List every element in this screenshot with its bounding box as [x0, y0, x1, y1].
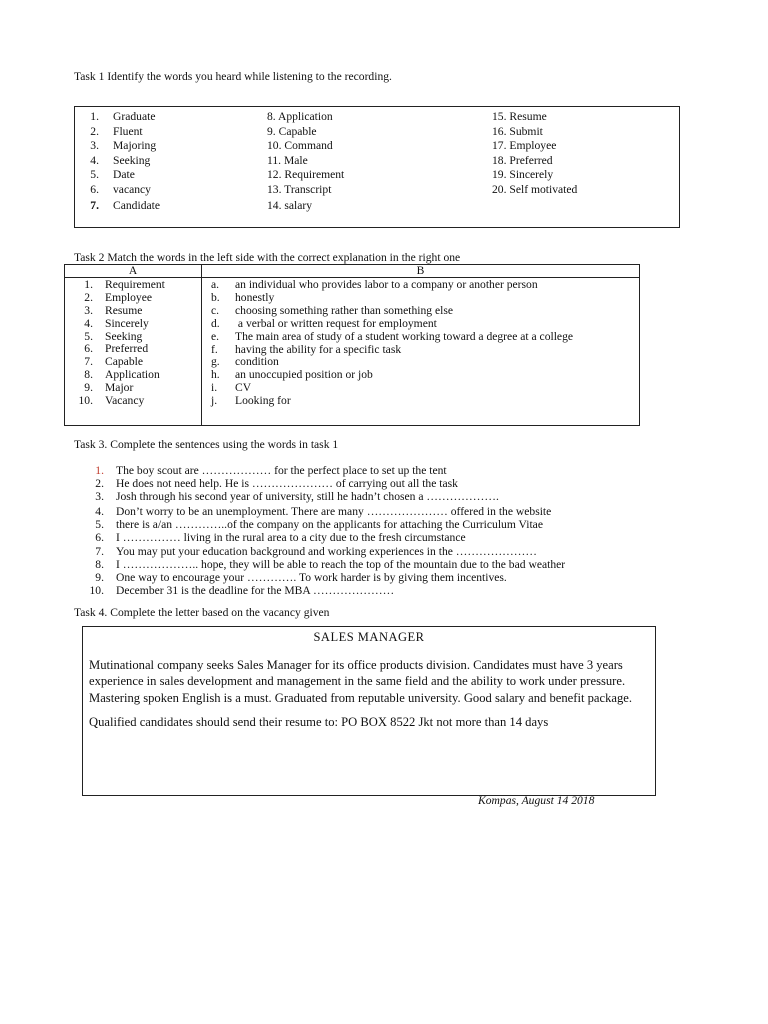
list-item: 5. Seeking: [84, 329, 143, 343]
task2-match-table: [64, 264, 640, 426]
list-item: f. having the ability for a specific task: [211, 342, 402, 356]
list-item: 4. Sincerely: [84, 316, 149, 330]
list-item: 16. Submit: [492, 124, 543, 138]
list-item: 3. Majoring: [90, 139, 157, 153]
list-item: 20. Self motivated: [492, 182, 578, 196]
vacancy-ad-box: [82, 626, 656, 796]
list-item: 8. I ……………….. hope, they will be able to reach the top of the mountain due to the bad weather: [95, 557, 566, 571]
task2-left-column: [65, 279, 201, 408]
task2-right-column: [211, 279, 635, 408]
task1-heading: Task 1 Identify the words you heard while listening to the recording.: [74, 70, 392, 83]
list-item: 7. Capable: [84, 355, 143, 369]
list-item: 8. Application: [84, 368, 160, 382]
list-item: 6. Preferred: [84, 342, 149, 356]
list-item: 19. Sincerely: [492, 168, 554, 182]
list-item: 8. Application: [267, 110, 333, 123]
list-item: 10. Command: [267, 139, 333, 153]
column-b-header: B: [202, 265, 639, 278]
ad-paragraph: Qualified candidates should send their resume to: PO BOX 8522 Jkt not more than 14 days: [89, 714, 549, 729]
list-item: 10. December 31 is the deadline for the MBA …………………: [89, 583, 395, 597]
list-item: 2. He does not need help. He is ………………… of carrying out all the task: [95, 477, 458, 491]
list-item: 1. Requirement: [84, 278, 165, 291]
list-item: b. honestly: [211, 290, 275, 304]
ad-paragraph: Mutinational company seeks Sales Manager for its office products division. Candidates must have 3 years experience in sales development and management in the same field and the ability to work under pressure. Mastering spoken English is a must. Graduated from reputable university. Good salary and benefit package.: [89, 658, 633, 705]
list-item: 6. I …………… living in the rural area to a city due to the fresh circumstance: [95, 531, 466, 545]
ad-source-citation: Kompas, August 14 2018: [478, 794, 595, 807]
task3-sentence-list: [80, 464, 680, 597]
list-item: i. CV: [211, 381, 252, 395]
list-item: 5. there is a/an …………..of the company on the applicants for attaching the Curriculum Vitae: [95, 518, 543, 532]
column-divider: [201, 277, 202, 425]
list-item: e. The main area of study of a student working toward a degree at a college: [211, 329, 574, 343]
list-item: 6. vacancy: [90, 182, 151, 196]
list-item: j. Looking for: [211, 394, 291, 408]
list-item: h. an unoccupied position or job: [211, 368, 373, 382]
list-item: 1. The boy scout are ……………… for the perfect place to set up the tent: [95, 464, 447, 477]
list-item: 2. Fluent: [90, 124, 143, 138]
list-item: 1. Graduate: [90, 110, 156, 123]
list-item: 3. Resume: [84, 303, 143, 317]
list-item: 12. Requirement: [267, 168, 345, 182]
ad-title: SALES MANAGER: [313, 630, 425, 644]
list-item: 4. Seeking: [90, 153, 151, 167]
list-item: 4. Don’t worry to be an unemployment. There are many ………………… offered in the website: [95, 505, 552, 519]
list-item: 5. Date: [90, 168, 135, 182]
list-item: 17. Employee: [492, 139, 557, 153]
task4-heading: Task 4. Complete the letter based on the vacancy given: [74, 606, 330, 619]
list-item: g. condition: [211, 355, 279, 369]
task1-column-3: [492, 110, 577, 198]
task2-heading: Task 2 Match the words in the left side with the correct explanation in the right one: [74, 251, 461, 264]
list-item: 13. Transcript: [267, 182, 332, 196]
list-item: 18. Preferred: [492, 153, 553, 167]
list-item: d. a verbal or written request for employment: [211, 316, 437, 330]
list-item: 9. Major: [84, 381, 134, 395]
list-item: 7. You may put your education background and working experiences in the …………………: [95, 544, 537, 558]
ad-body: [89, 657, 645, 738]
list-item: 9. One way to encourage your …………. To work harder is by giving them incentives.: [95, 570, 507, 584]
list-item: a. an individual who provides labor to a company or another person: [211, 278, 538, 291]
column-a-header: A: [65, 265, 202, 278]
list-item: 11. Male: [267, 153, 308, 167]
list-item: 15. Resume: [492, 110, 547, 123]
list-item: 3. Josh through his second year of university, still he hadn’t chosen a ……………….: [95, 490, 499, 504]
list-item: 7. Candidate: [90, 198, 161, 212]
list-item: 2. Employee: [84, 290, 153, 304]
list-item: c. choosing something rather than something else: [211, 303, 453, 317]
task3-heading: Task 3. Complete the sentences using the words in task 1: [74, 438, 339, 451]
list-item: 14. salary: [267, 198, 313, 212]
list-item: 10. Vacancy: [78, 394, 145, 408]
list-item: 9. Capable: [267, 124, 317, 138]
task1-column-1: [75, 110, 160, 213]
task1-word-box: [74, 106, 680, 228]
task1-column-2: [267, 110, 344, 213]
